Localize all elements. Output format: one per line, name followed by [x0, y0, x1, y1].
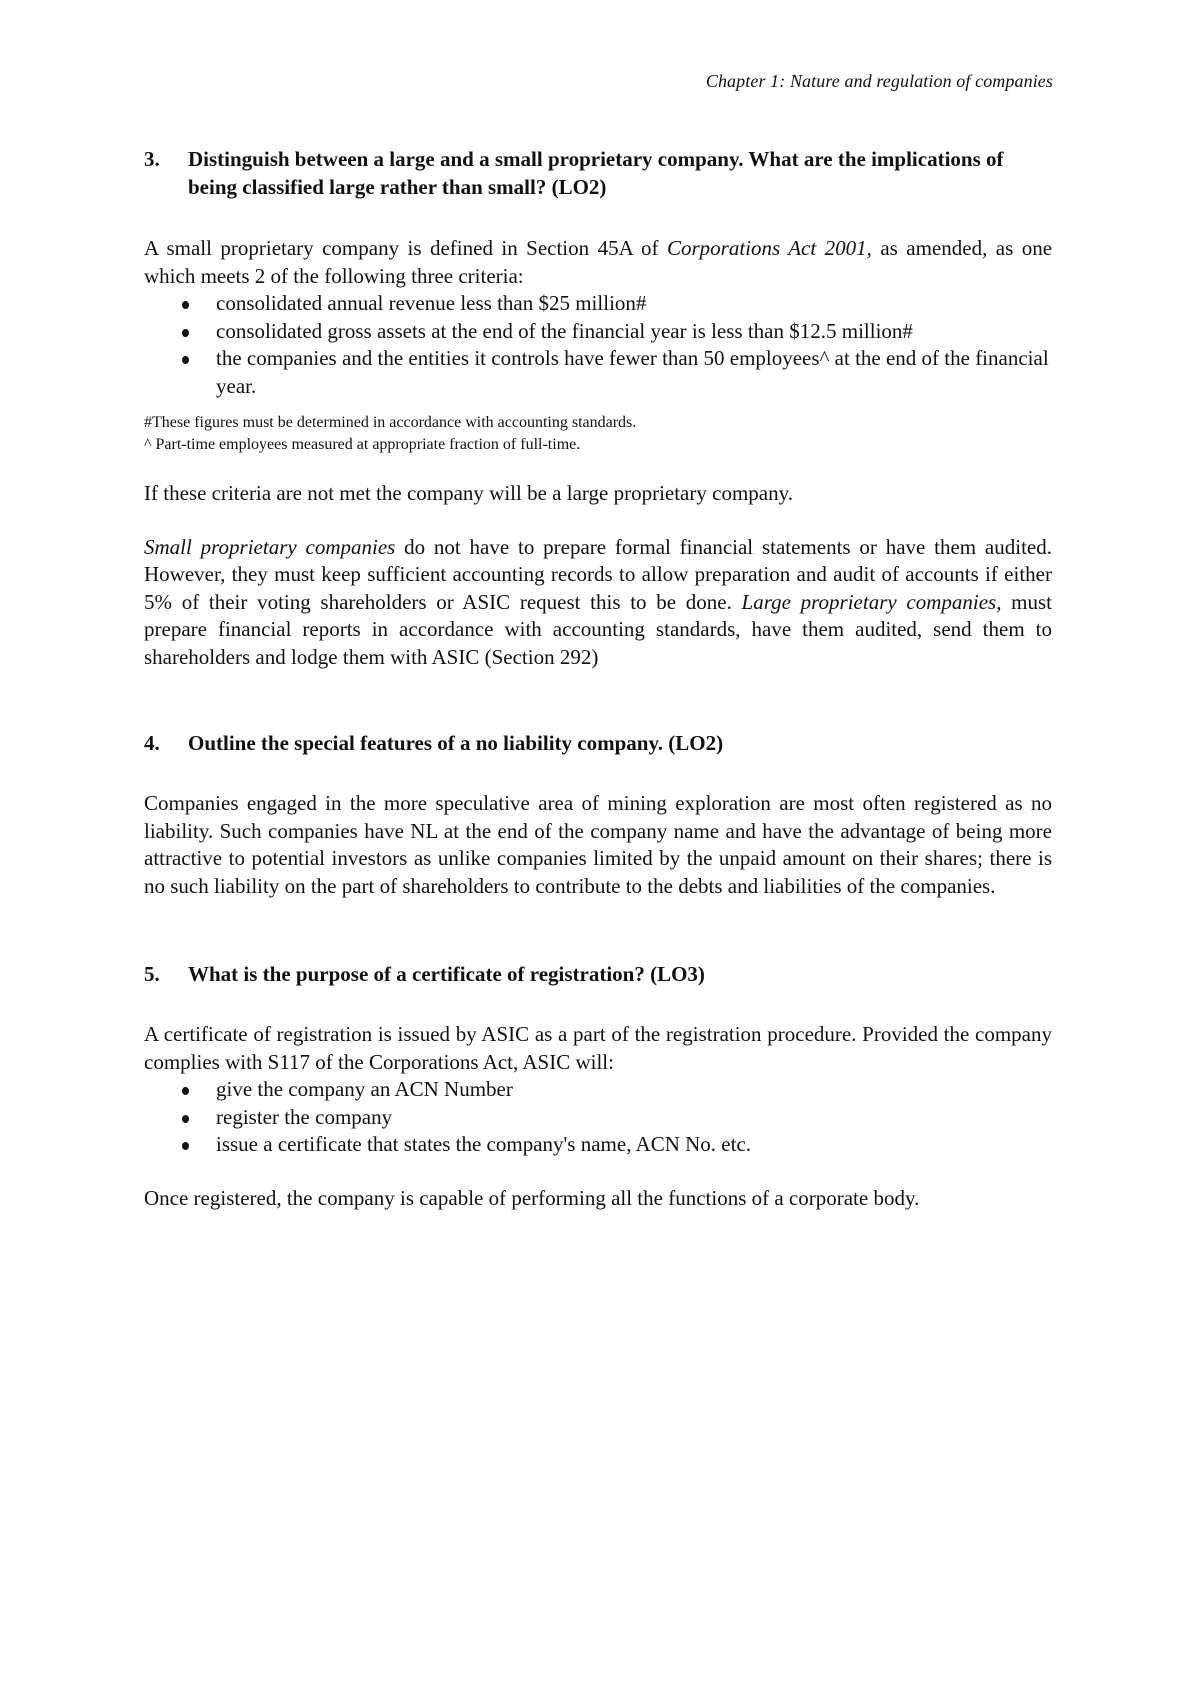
- question-4-section: [144, 729, 1052, 900]
- large-company-term: Large proprietary companies: [741, 589, 997, 614]
- small-company-definition: [144, 235, 1052, 290]
- list-item: [144, 318, 1052, 346]
- list-item: [144, 1076, 1052, 1104]
- list-item: [144, 345, 1052, 400]
- criteria-list: [144, 290, 1052, 400]
- question-3-section: [144, 145, 1052, 671]
- registration-conclusion: Once registered, the company is capable of performing all the functions of a corporate body.: [144, 1185, 920, 1210]
- list-item-text: give the company an ACN Number: [216, 1077, 513, 1101]
- asic-actions-list: [144, 1076, 1052, 1159]
- running-header: Chapter 1: Nature and regulation of companies: [705, 71, 1053, 91]
- question-5-heading: [144, 960, 1052, 988]
- small-company-term: Small proprietary companies: [144, 534, 396, 559]
- list-item-text: register the company: [216, 1104, 393, 1129]
- list-item: [144, 1104, 1052, 1132]
- question-5-section: [144, 960, 1052, 1212]
- question-number: 3.: [144, 147, 160, 171]
- small-company-text: do not have to prepare formal financial statements or have them audited. However, they must keep sufficient accounting records to allow preparation and audit of accounts if either 5% of their voting shareholders or ASIC request this to be done.: [144, 534, 1052, 614]
- question-text: What is the purpose of a certificate of registration? (LO3): [188, 962, 705, 986]
- definition-text-start: A small proprietary company is defined in Section 45A of: [144, 236, 667, 260]
- bullet-icon: [144, 1104, 216, 1132]
- list-item: [144, 290, 1052, 318]
- bullet-icon: [144, 290, 216, 318]
- bullet-icon: [144, 345, 216, 373]
- question-number: 5.: [144, 962, 160, 986]
- list-item-text: the companies and the entities it controls have fewer than 50 employees^ at the end of the financial year.: [216, 346, 1049, 398]
- list-item-text: consolidated gross assets at the end of the financial year is less than $12.5 million#: [216, 318, 913, 343]
- large-company-condition: If these criteria are not met the company will be a large proprietary company.: [144, 481, 793, 505]
- bullet-icon: [144, 1076, 216, 1104]
- question-text: Distinguish between a large and a small proprietary company. What are the implications of being classified large rather than small? (LO2): [188, 147, 1004, 199]
- question-number: 4.: [144, 731, 160, 755]
- list-item: [144, 1131, 1052, 1159]
- footnote: ^ Part-time employees measured at appropriate fraction of full-time.: [144, 436, 581, 453]
- no-liability-answer: Companies engaged in the more speculative area of mining exploration are most often registered as no liability. Such companies have NL at the end of the company name and have the advantage of being more attractive to potential investors as unlike companies limited by the unpaid amount on their shares; there is no such liability on the part of shareholders to contribute to the debts and liabilities of the companies.: [144, 791, 1052, 898]
- list-item-text: consolidated annual revenue less than $25 million#: [216, 291, 647, 315]
- list-item-text: issue a certificate that states the company's name, ACN No. etc.: [216, 1132, 752, 1156]
- bullet-icon: [144, 318, 216, 346]
- act-title: Corporations Act 2001: [666, 236, 867, 260]
- registration-answer: A certificate of registration is issued by ASIC as a part of the registration procedure. Provided the company complies with S117 of the Corporations Act, ASIC will:: [144, 1022, 1052, 1074]
- page-content: [144, 145, 1052, 1212]
- definition-text-end: , as amended, as one which meets 2 of the following three criteria:: [144, 236, 1053, 288]
- question-text: Outline the special features of a no liability company. (LO2): [188, 731, 724, 755]
- large-company-text: , must prepare financial reports in accordance with accounting standards, have them audited, send them to shareholders and lodge them with ASIC (Section 292): [144, 589, 1052, 669]
- question-4-heading: [144, 729, 1052, 757]
- bullet-icon: [144, 1131, 216, 1159]
- footnotes: [144, 412, 1052, 456]
- question-3-heading: [144, 145, 1052, 201]
- footnote: #These figures must be determined in accordance with accounting standards.: [144, 414, 637, 431]
- implications-paragraph: [144, 534, 1052, 672]
